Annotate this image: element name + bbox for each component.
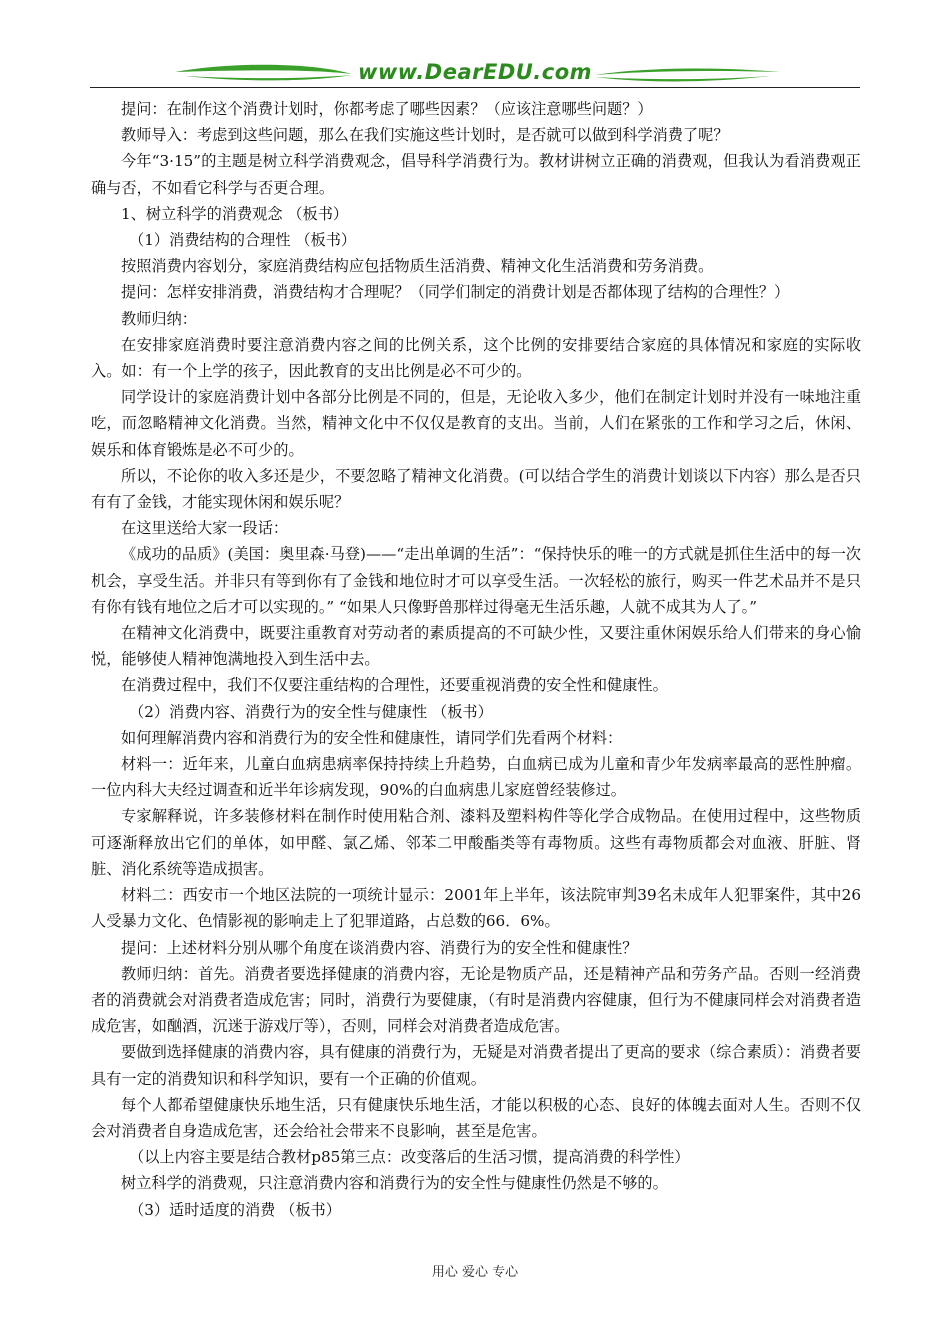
paragraph: 教师归纳： (121, 309, 197, 328)
paragraph: 要做到选择健康的消费内容，具有健康的消费行为，无疑是对消费者提出了更高的要求（综合素质）：消费者要具有一定的消费知识和科学知识，要有一个正确的价值观。 (91, 1043, 861, 1088)
paragraph: 树立科学的消费观，只注意消费内容和消费行为的安全性与健康性仍然是不够的。 (121, 1174, 668, 1193)
paragraph: 提问：怎样安排消费，消费结构才合理呢？（同学们制定的消费计划是否都体现了结构的合理性？） (121, 283, 790, 302)
document-body (91, 96, 861, 1223)
paragraph: 专家解释说，许多装修材料在制作时使用粘合剂、漆料及塑料构件等化学合成物品。在使用过程中，这些物质可逐渐释放出它们的单体，如甲醛、氯乙烯、邻苯二甲酸酯类等有毒物质。这些有毒物质都会对血液、肝脏、肾脏、消化系统等造成损害。 (91, 807, 861, 878)
paragraph: 所以，不论你的收入多还是少，不要忽略了精神文化消费。(可以结合学生的消费计划谈以下内容）那么是否只有有了金钱，才能实现休闲和娱乐呢？ (91, 466, 861, 512)
paragraph: 如何理解消费内容和消费行为的安全性和健康性，请同学们先看两个材料： (121, 728, 623, 747)
page-footer: 用心 爱心 专心 (431, 1265, 519, 1280)
paragraph: 在这里送给大家一段话： (121, 519, 289, 538)
paragraph: 提问：上述材料分别从哪个角度在谈消费内容、消费行为的安全性和健康性？ (121, 938, 638, 957)
subsection-heading: （2）消费内容、消费行为的安全性与健康性 （板书） (129, 702, 493, 721)
section-heading: 1、树立科学的消费观念 （板书） (121, 204, 349, 223)
paragraph: 材料二：西安市一个地区法院的一项统计显示：2001年上半年，该法院审判39名未成年人犯罪案件，其中26人受暴力文化、色情影视的影响走上了犯罪道路，占总数的66．6%。 (91, 886, 861, 931)
paragraph: 按照消费内容划分，家庭消费结构应包括物质生活消费、精神文化生活消费和劳务消费。 (121, 257, 714, 276)
paragraph: 今年“3·15”的主题是树立科学消费观念，倡导科学消费行为。教材讲树立正确的消费观，但我认为看消费观正确与否，不如看它科学与否更合理。 (91, 152, 861, 197)
paragraph: 教师导入：考虑到这些问题，那么在我们实施这些计划时，是否就可以做到科学消费了呢？ (121, 126, 729, 145)
paragraph: 在精神文化消费中，既要注重教育对劳动者的素质提高的不可缺少性，又要注重休闲娱乐给人们带来的身心愉悦，能够使人精神饱满地投入到生活中去。 (91, 624, 861, 669)
subsection-heading: （1）消费结构的合理性 （板书） (129, 231, 357, 250)
paragraph: （以上内容主要是结合教材p85第三点：改变落后的生活习惯，提高消费的科学性） (129, 1148, 690, 1167)
site-logo[interactable]: www.DearEDU.com (357, 60, 593, 84)
paragraph: 在安排家庭消费时要注意消费内容之间的比例关系，这个比例的安排要结合家庭的具体情况和家庭的实际收入。如：有一个上学的孩子，因此教育的支出比例是必不可少的。 (91, 335, 861, 381)
paragraph: 提问：在制作这个消费计划时，你都考虑了哪些因素？（应该注意哪些问题？） (121, 100, 653, 118)
page-header (90, 58, 860, 92)
paragraph: 每个人都希望健康快乐地生活，只有健康快乐地生活，才能以积极的心态、良好的体魄去面对人生。否则不仅会对消费者自身造成危害，还会给社会带来不良影响，甚至是危害。 (91, 1095, 861, 1140)
header-divider (90, 87, 860, 88)
quote-paragraph: 《成功的品质》(美国：奥里森·马登)——“走出单调的生活”：“保持快乐的唯一的方式就是抓住生活中的每一次机会，享受生活。并非只有等到你有了金钱和地位时才可以享受生活。一次轻松的旅行，购买一件艺术品并不是只有你有钱有地位之后才可以实现的。” “如果人只像野兽那样过得毫无生活乐趣，人就不成其为人了。” (91, 545, 861, 616)
subsection-heading: （3）适时适度的消费 （板书） (129, 1200, 341, 1219)
paragraph: 教师归纳：首先。消费者要选择健康的消费内容，无论是物质产品，还是精神产品和劳务产品。否则一经消费者的消费就会对消费者造成危害；同时，消费行为要健康，（有时是消费内容健康，但行为不健康同样会对消费者造成危害，如酗酒，沉迷于游戏厅等），否则，同样会对消费者造成危害。 (91, 964, 861, 1036)
paragraph: 同学设计的家庭消费计划中各部分比例是不同的，但是，无论收入多少，他们在制定计划时并没有一味地注重吃，而忽略精神文化消费。当然，精神文化中不仅仅是教育的支出。当前，人们在紧张的工作和学习之后，休闲、娱乐和体育锻炼是必不可少的。 (91, 388, 861, 459)
paragraph: 材料一：近年来，儿童白血病患病率保持持续上升趋势，白血病已成为儿童和青少年发病率最高的恶性肿瘤。一位内科大夫经过调查和近半年诊病发现，90%的白血病患儿家庭曾经装修过。 (91, 755, 861, 800)
paragraph: 在消费过程中，我们不仅要注重结构的合理性，还要重视消费的安全性和健康性。 (121, 676, 668, 695)
